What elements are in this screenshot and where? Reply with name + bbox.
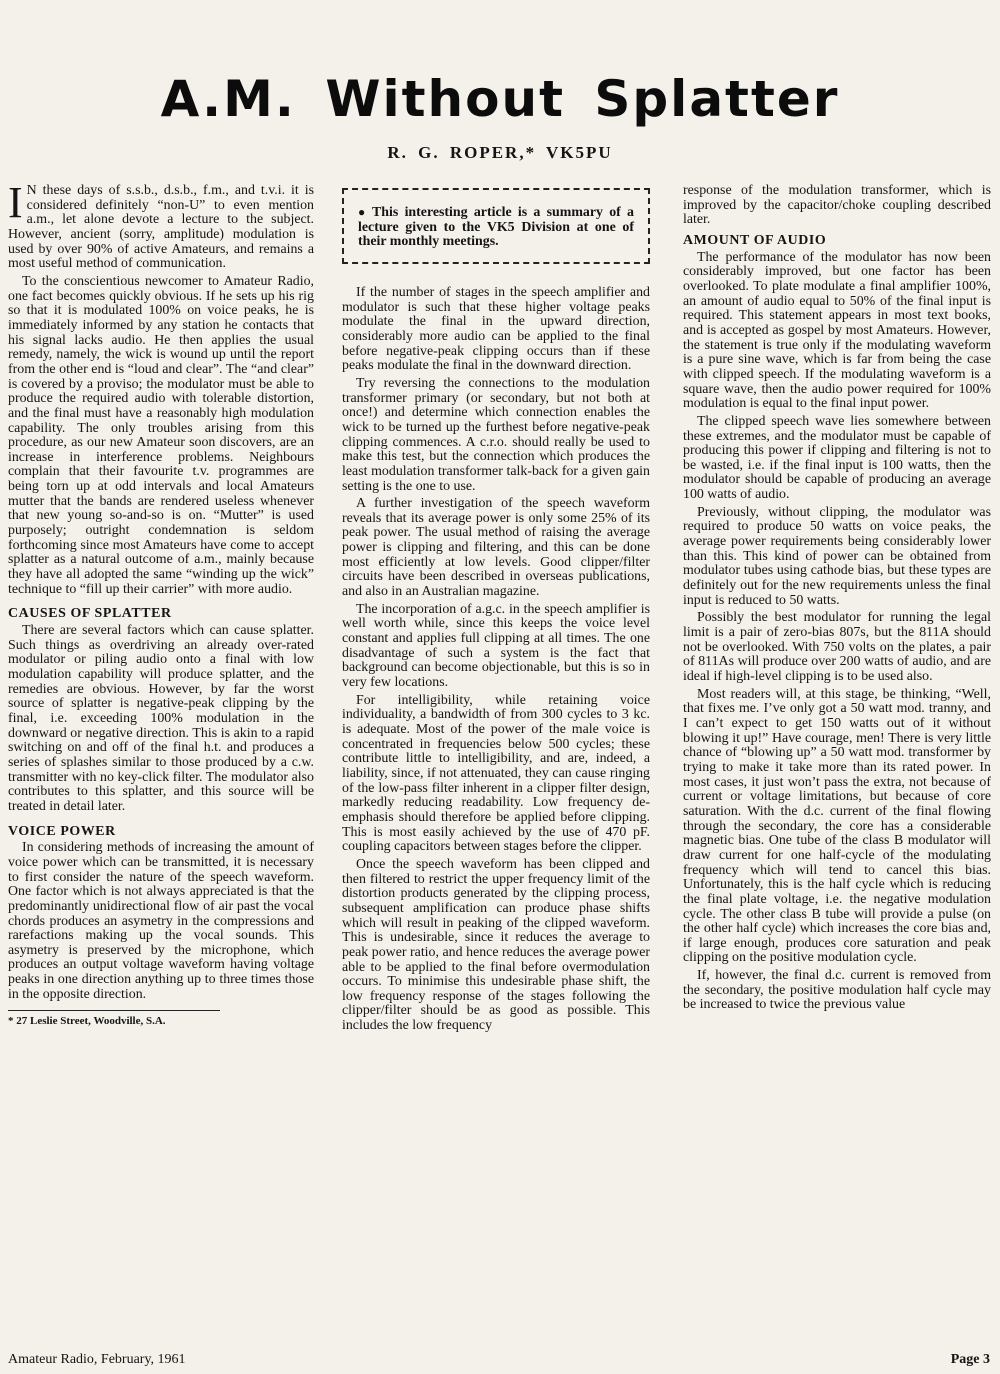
author-byline: R. G. ROPER,* VK5PU — [387, 143, 613, 162]
footer-publication: Amateur Radio, February, 1961 — [8, 1352, 186, 1367]
drop-cap: I — [8, 184, 23, 227]
column-2 — [342, 184, 650, 1344]
paragraph: To the conscientious newcomer to Amateur Radio, one fact becomes quickly obvious. If he sets up his rig so that it is modulated 100% on voice peaks, he is immediately informed by any station he contacts that his signal lacks audio. He then applies the usual remedy, namely, the wick is wound up until the report from the other end is “loud and clear”. The “and clear” is covered by a proviso; the modulator must be able to produce the required audio with tolerable distortion, and the final must have a reasonably high modulation capability. The only troubles arising from this procedure, as our new Amateur soon discovers, are an increase in interference problems. Neighbours complain that their favourite t.v. programmes are being torn up at odd intervals and local Amateurs mutter that the bands are rendered useless whenever that new young so-and-so is on. “Mutter” is used purposely; outright condemnation is seldom forthcoming since most Amateurs have come to accept splatter as a natural outcome of a.m., mainly because they have all adopted the same “winding up the wick” technique to “fill up their carrier” with more audio. — [8, 273, 314, 597]
footnote-rule — [8, 1010, 220, 1011]
bullet-icon: ● — [358, 205, 369, 219]
paragraph: For intelligibility, while retaining voice individuality, a bandwidth of from 300 cycles to 3 kc. is adequate. Most of the power of the male voice is concentrated in frequencies below 500 cycles; these contribute little to intelligibility, and are, indeed, a liability, since, if not attenuated, they can cause ringing of the low-pass filter inherent in a clipper filter design, markedly reducing readability. Low frequency de-emphasis should therefore be applied before clipping. This is most easily achieved by the use of 470 pF. coupling capacitors between stages before the clipper. — [342, 692, 650, 855]
paragraph: If, however, the final d.c. current is removed from the secondary, the positive modulation half cycle may be increased to twice the previous value — [683, 968, 991, 1013]
paragraph: Most readers will, at this stage, be thinking, “Well, that fixes me. I’ve only got a 50 watt mod. tranny, and I can’t expect to get 150 watts out of it without blowing it up!” Have courage, men! There is very little chance of “blowing up” a 50 watt mod. transformer by trying to make it take more than its rated power. In most cases, it just won’t pass the extra, not because of current or voltage limitations, but because of core saturation. With the d.c. current of the final flowing through the secondary, the core has a considerable magnetic bias. One tube of the class B modulator will draw current for one half-cycle of the modulating frequency which will tend to cancel this bias. Unfortunately, this is the half cycle which is reducing the final plate voltage, i.e. the negative modulation cycle. The other class B tube will provide a pulse (on the other half cycle) which increases the core bias and, if large enough, produces core saturation and peak clipping on the positive modulation cycle. — [683, 686, 991, 966]
paragraph: Try reversing the connections to the modulation transformer primary (or secondary, but not both at once!) and determine which connection enables the wick to be turned up the furthest before negative-peak clipping commences. A c.r.o. should really be used to make this test, but the connection which produces the least modulation transformer talk-back for a given gain setting is the one to use. — [342, 375, 650, 494]
paragraph: The performance of the modulator has now been considerably improved, but one factor has been overlooked. To plate modulate a final amplifier 100%, an amount of audio equal to 50% of the final input is required. This statement appears in most text books, and is accepted as gospel by most Amateurs. However, the statement is true only if the modulating waveform is a pure sine wave, which is far from being the case with clipped speech. If the modulating waveform is a square wave, then the audio power required for 100% modulation is equal to the final input power. — [683, 249, 991, 412]
summary-box: ● This interesting article is a summary of a lecture given to the VK5 Division at one of their monthly meetings. — [342, 188, 650, 264]
paragraph: Previously, without clipping, the modulator was required to produce 50 watts on voice peaks, the average power requirements being considerably lower than this. This kind of power can be obtained from modulator tubes using cathode bias, but these types are definitely out for the new requirements unless the final input is reduced to 50 watts. — [683, 504, 991, 608]
paragraph: A further investigation of the speech waveform reveals that its average power is only some 25% of its peak power. The usual method of raising the average power is clipping and filtering, and this can be done most efficiently at low levels. Good clipper/filter circuits have been described in overseas publications, and also in an Australian magazine. — [342, 496, 650, 600]
article-title: A.M. Without Splatter — [160, 70, 840, 128]
section-heading-voice-power: VOICE POWER — [8, 823, 116, 839]
section-heading-amount-of-audio: AMOUNT OF AUDIO — [683, 232, 827, 248]
paragraph: The incorporation of a.g.c. in the speech amplifier is well worth while, since this keeps the voice level constant and applies full clipping at all times. The one disadvantage of such a system is the fact that background can become objectionable, but this is so in very few locations. — [342, 601, 650, 691]
footnote: * 27 Leslie Street, Woodville, S.A. — [8, 1015, 166, 1028]
paragraph: I N these days of s.s.b., d.s.b., f.m., and t.v.i. it is considered definitely “non-U” to even mention a.m., let alone devote a lecture to the subject. However, ancient (sorry, amplitude) modulation is used by over 90% of active Amateurs, and remains a most useful method of communication. — [8, 184, 314, 272]
paragraph: The clipped speech wave lies somewhere between these extremes, and the modulator must be capable of producing this power if clipping and filtering is not to be wasted, i.e. if the final input is 100 watts, then the modulator should be capable of producing an average 100 watts of audio. — [683, 413, 991, 503]
paragraph: Once the speech waveform has been clipped and then filtered to restrict the upper frequency limit of the distortion products generated by the clipping process, subsequent amplification can produce phase shifts which will result in peaking of the clipped waveform. This is undesirable, since it reduces the average to peak power ratio, and hence reduces the average power able to be applied to the final before overmodulation occurs. To minimise this undesirable phase shift, the low frequency response of the stages following the clipper/filter should be as good as possible. This includes the low frequency — [342, 856, 650, 1034]
paragraph: In considering methods of increasing the amount of voice power which can be transmitted, it is necessary to first consider the nature of the speech waveform. One factor which is not always appreciated is that the predominantly unidirectional flow of air past the vocal chords produces an asymetry in the compressions and rarefactions making up the vocal sounds. This asymetry is preserved by the microphone, which produces an output voltage waveform having voltage peaks in one direction anything up to three times those in the opposite direction. — [8, 840, 314, 1002]
section-heading-causes: CAUSES OF SPLATTER — [8, 606, 172, 622]
column-1 — [8, 184, 314, 1344]
paragraph: There are several factors which can cause splatter. Such things as overdriving an already over-rated modulator or piling audio onto a final with low modulation capability will produce splatter, and the remedies are obvious. However, by far the worst source of splatter is negative-peak clipping by the final, i.e. exceeding 100% modulation in the downward or negative direction. This is akin to a rapid switching on and off of the final h.t. and produces a series of splashes similar to those produced by a c.w. transmitter with no key-click filter. The modulator also contributes to this splatter, and this source will be treated in detail later. — [8, 623, 314, 814]
column-3 — [683, 184, 991, 1344]
paragraph: If the number of stages in the speech amplifier and modulator is such that these higher voltage peaks modulate the final in the upward direction, considerably more audio can be applied to the final before negative-peak clipping occurs than if these peaks modulate the final in the downward direction. — [342, 284, 650, 374]
paragraph: Possibly the best modulator for running the legal limit is a pair of zero-bias 807s, but the 811A should not be overlooked. With 750 volts on the plates, a pair of 811As will produce over 200 watts of audio, and are ideal if high-level clipping is to be used also. — [683, 610, 991, 684]
paragraph: response of the modulation transformer, which is improved by the capacitor/choke coupling described later. — [683, 184, 991, 228]
footer-page-number: Page 3 — [950, 1352, 990, 1367]
